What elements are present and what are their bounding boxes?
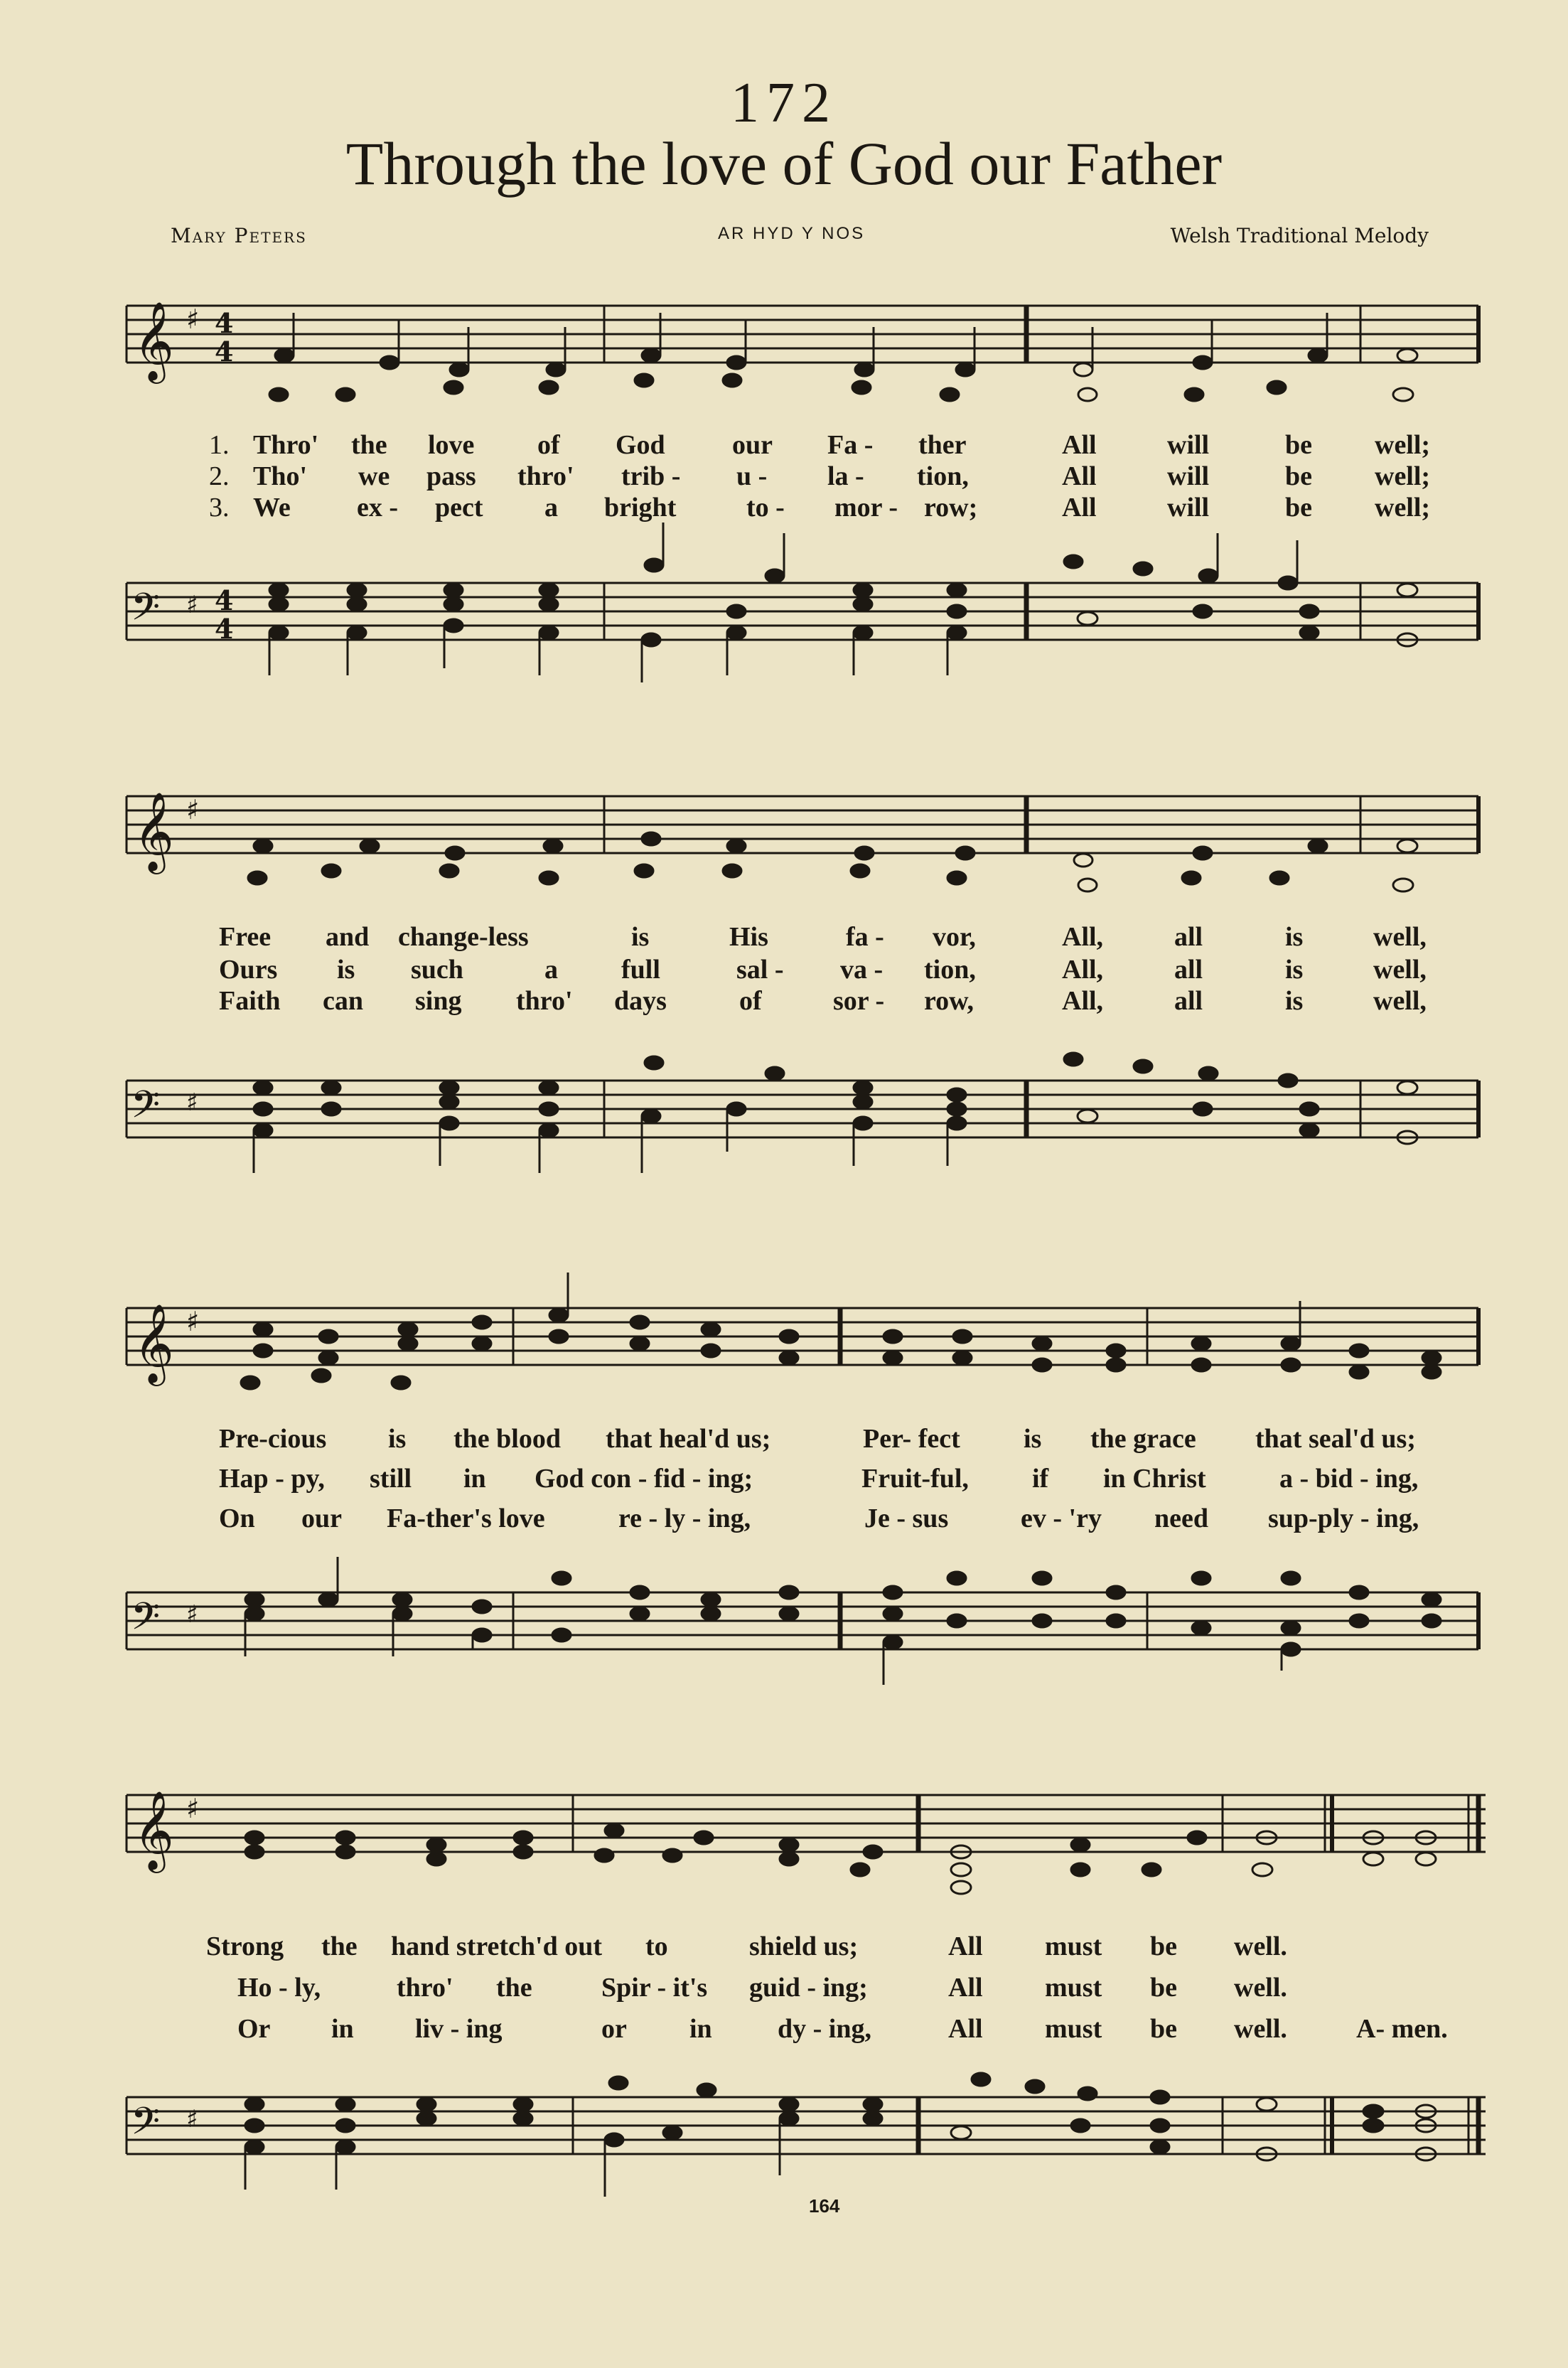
lyric-syllable: will — [1167, 430, 1210, 460]
lyric-syllable: hand stretch'd out — [391, 1932, 603, 1961]
lyric-syllable: can — [323, 986, 363, 1016]
lyric-syllable: a - bid - ing, — [1279, 1464, 1419, 1494]
treble-clef-icon: 𝄞 — [134, 791, 174, 871]
lyric-syllable: Thro' — [253, 430, 319, 460]
lyric-syllable: va - — [840, 955, 884, 985]
treble-staff-system-3 — [0, 1287, 1568, 1429]
lyric-syllable: the — [496, 1973, 532, 2003]
lyric-syllable: ev - 'ry — [1021, 1504, 1102, 1533]
lyric-syllable: a — [544, 955, 558, 985]
lyric-syllable: must — [1045, 2014, 1102, 2044]
lyric-syllable: must — [1045, 1932, 1102, 1961]
lyric-syllable: the grace — [1090, 1424, 1196, 1454]
lyric-syllable: is — [631, 922, 650, 952]
lyric-syllable: guid - ing; — [749, 1973, 868, 2003]
lyric-syllable: Faith — [219, 986, 281, 1016]
lyric-syllable: is — [388, 1424, 407, 1454]
lyric-syllable: Or — [237, 2014, 271, 2044]
treble-staff-system-4 — [0, 1781, 1568, 1923]
lyric-syllable: our — [301, 1504, 342, 1533]
lyric-syllable: vor, — [933, 922, 976, 952]
lyric-syllable: God con - fid - ing; — [535, 1464, 753, 1494]
verse-number: 3. — [209, 493, 230, 523]
lyric-syllable: be — [1285, 493, 1312, 523]
lyric-syllable: of — [537, 430, 560, 460]
lyric-syllable: love — [428, 430, 475, 460]
svg-text:♯: ♯ — [186, 1600, 198, 1629]
svg-text:♯: ♯ — [186, 591, 198, 619]
lyric-syllable: sor - — [833, 986, 885, 1016]
lyric-syllable: pect — [435, 493, 483, 523]
lyric-syllable: We — [253, 493, 291, 523]
lyric-syllable: such — [411, 955, 463, 985]
bass-clef-icon: 𝄢 — [131, 1083, 161, 1136]
svg-text:♯: ♯ — [186, 2105, 198, 2133]
lyric-syllable: well; — [1375, 430, 1431, 460]
svg-text:♯: ♯ — [186, 304, 200, 335]
lyric-syllable: thro' — [517, 461, 574, 491]
lyric-syllable: His — [729, 922, 768, 952]
lyric-syllable: be — [1285, 461, 1312, 491]
lyric-syllable: Strong — [206, 1932, 284, 1961]
lyric-syllable: the — [351, 430, 387, 460]
lyric-syllable: la - — [827, 461, 864, 491]
lyric-syllable: well. — [1234, 2014, 1287, 2044]
lyric-syllable: of — [739, 986, 762, 1016]
composer-credit: Welsh Traditional Melody — [1170, 224, 1429, 247]
svg-text:♯: ♯ — [186, 1088, 198, 1117]
lyric-syllable: All — [948, 2014, 983, 2044]
lyric-syllable: to — [645, 1932, 668, 1961]
svg-text:4: 4 — [215, 584, 234, 616]
treble-staff-system-2 — [0, 789, 1568, 924]
lyric-syllable: row; — [924, 493, 978, 523]
lyric-syllable: tion, — [924, 955, 976, 985]
bass-staff-system-1 — [0, 533, 1568, 697]
lyric-syllable: All — [1062, 430, 1097, 460]
lyric-syllable: that seal'd us; — [1255, 1424, 1416, 1454]
lyric-syllable: is — [1024, 1424, 1042, 1454]
treble-clef-icon: 𝄞 — [134, 1790, 174, 1870]
lyric-syllable: Fa - — [827, 430, 874, 460]
lyric-syllable: Pre-cious — [219, 1424, 327, 1454]
treble-clef-icon: 𝄞 — [134, 1303, 174, 1383]
lyric-syllable: God — [616, 430, 665, 460]
lyric-syllable: sup-ply - ing, — [1268, 1504, 1419, 1533]
lyric-syllable: All, — [1062, 955, 1104, 985]
lyric-syllable: must — [1045, 1973, 1102, 2003]
lyric-syllable: all — [1174, 955, 1203, 985]
lyric-syllable: well, — [1373, 922, 1427, 952]
lyric-syllable: ther — [918, 430, 967, 460]
lyric-syllable: fa - — [846, 922, 884, 952]
lyric-syllable: be — [1150, 1932, 1177, 1961]
svg-text:♯: ♯ — [186, 1793, 200, 1824]
svg-text:♯: ♯ — [186, 794, 200, 825]
lyric-syllable: well. — [1234, 1932, 1287, 1961]
lyric-syllable: well; — [1375, 461, 1431, 491]
hymn-number: 172 — [731, 72, 837, 134]
lyric-syllable: need — [1154, 1504, 1208, 1533]
lyric-syllable: pass — [426, 461, 476, 491]
lyric-syllable: On — [219, 1504, 255, 1533]
lyric-syllable: ex - — [357, 493, 399, 523]
lyric-syllable: or — [601, 2014, 627, 2044]
lyric-syllable: dy - ing, — [778, 2014, 871, 2044]
lyric-syllable: All, — [1062, 986, 1104, 1016]
lyric-syllable: well; — [1375, 493, 1431, 523]
lyric-syllable: Tho' — [253, 461, 308, 491]
lyric-syllable: sal - — [736, 955, 784, 985]
lyric-syllable: thro' — [397, 1973, 453, 2003]
lyric-syllable: mor - — [834, 493, 898, 523]
lyric-syllable: and — [326, 922, 370, 952]
treble-staff-system-1 — [0, 299, 1568, 434]
author-credit: Mary Peters — [171, 224, 307, 247]
lyric-syllable: in — [689, 2014, 712, 2044]
lyric-syllable: re - ly - ing, — [618, 1504, 751, 1533]
verse-number: 2. — [209, 461, 230, 491]
lyric-syllable: is — [1285, 986, 1304, 1016]
lyric-syllable: in Christ — [1103, 1464, 1206, 1494]
lyric-syllable: well, — [1373, 955, 1427, 985]
verse-number: 1. — [209, 430, 230, 460]
lyric-syllable: well, — [1373, 986, 1427, 1016]
lyric-syllable: Free — [219, 922, 272, 952]
lyric-syllable: row, — [924, 986, 974, 1016]
lyric-syllable: trib - — [621, 461, 681, 491]
lyric-syllable: to - — [746, 493, 785, 523]
lyric-syllable: Je - sus — [864, 1504, 949, 1533]
tune-name: AR HYD Y NOS — [718, 224, 866, 243]
lyric-syllable: well. — [1234, 1973, 1287, 2003]
lyric-syllable: all — [1174, 922, 1203, 952]
bass-staff-system-3 — [0, 1543, 1568, 1699]
hymn-title: Through the love of God our Father — [345, 129, 1223, 198]
treble-clef-icon: 𝄞 — [134, 301, 174, 380]
svg-text:4: 4 — [215, 336, 234, 368]
bass-clef-icon: 𝄢 — [131, 586, 161, 638]
lyric-syllable: will — [1167, 493, 1210, 523]
lyric-syllable: is — [337, 955, 355, 985]
lyric-syllable: bright — [604, 493, 677, 523]
svg-text:4: 4 — [215, 307, 234, 339]
lyric-syllable: sing — [415, 986, 462, 1016]
bass-staff-system-2 — [0, 1024, 1568, 1187]
lyric-syllable: that heal'd us; — [606, 1424, 771, 1454]
lyric-syllable: days — [614, 986, 667, 1016]
lyric-syllable: full — [621, 955, 660, 985]
lyric-syllable: change-less — [398, 922, 529, 952]
lyric-syllable: u - — [736, 461, 768, 491]
lyric-syllable: still — [370, 1464, 412, 1494]
lyric-syllable: be — [1285, 430, 1312, 460]
lyric-syllable: be — [1150, 1973, 1177, 2003]
lyric-syllable: All — [948, 1932, 983, 1961]
lyric-syllable: Ho - ly, — [237, 1973, 321, 2003]
lyric-syllable: Ours — [219, 955, 278, 985]
lyric-syllable: is — [1285, 955, 1304, 985]
lyric-syllable: Fruit-ful, — [861, 1464, 969, 1494]
lyric-syllable: if — [1032, 1464, 1049, 1494]
lyric-syllable: in — [331, 2014, 354, 2044]
lyric-syllable: the — [321, 1932, 358, 1961]
svg-text:♯: ♯ — [186, 1306, 200, 1337]
lyric-syllable: shield us; — [749, 1932, 859, 1961]
lyric-syllable: Per- fect — [863, 1424, 960, 1454]
bass-staff-system-4 — [0, 2047, 1568, 2204]
lyric-syllable: Hap - py, — [219, 1464, 325, 1494]
lyric-syllable: is — [1285, 922, 1304, 952]
lyric-syllable: a — [544, 493, 558, 523]
lyric-syllable: thro' — [516, 986, 573, 1016]
lyric-syllable: All, — [1062, 922, 1104, 952]
hymn-credits — [171, 224, 1429, 252]
lyric-syllable: All — [1062, 493, 1097, 523]
lyric-syllable: will — [1167, 461, 1210, 491]
lyric-syllable: Fa-ther's love — [387, 1504, 545, 1533]
lyric-syllable: the blood — [453, 1424, 561, 1454]
bass-clef-icon: 𝄢 — [131, 2100, 161, 2153]
lyric-syllable: Spir - it's — [601, 1973, 708, 2003]
lyric-syllable: liv - ing — [415, 2014, 503, 2044]
page-number: 164 — [809, 2195, 840, 2217]
svg-text:4: 4 — [215, 613, 234, 645]
lyric-syllable: our — [732, 430, 773, 460]
lyric-syllable: be — [1150, 2014, 1177, 2044]
lyric-syllable: tion, — [917, 461, 969, 491]
lyric-syllable: A- men. — [1356, 2014, 1448, 2044]
lyric-syllable: all — [1174, 986, 1203, 1016]
bass-clef-icon: 𝄢 — [131, 1595, 161, 1648]
lyric-syllable: we — [358, 461, 390, 491]
lyric-syllable: in — [463, 1464, 486, 1494]
lyric-syllable: All — [1062, 461, 1097, 491]
lyric-syllable: All — [948, 1973, 983, 2003]
